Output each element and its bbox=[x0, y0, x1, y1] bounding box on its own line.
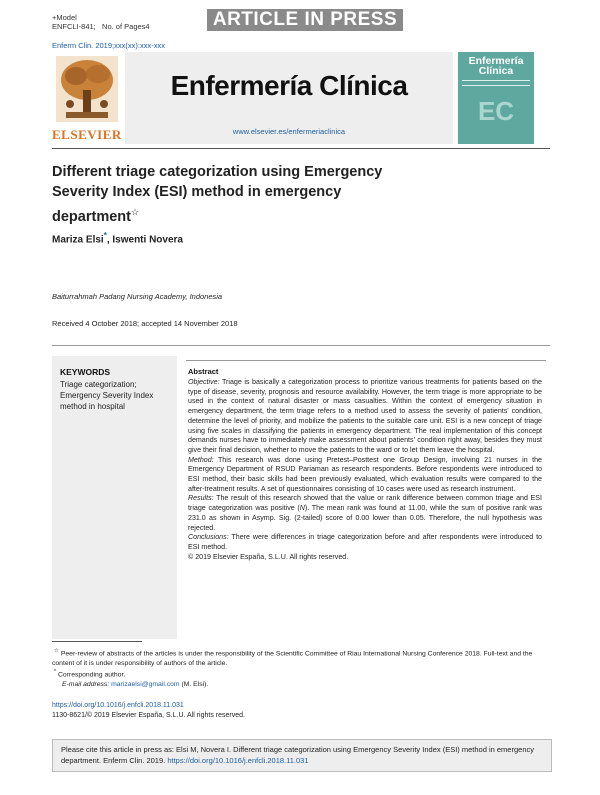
cover-rule bbox=[462, 80, 530, 81]
citation-doi-link[interactable]: https://doi.org/10.1016/j.enfcli.2018.11.031 bbox=[167, 756, 309, 765]
footnotes bbox=[52, 647, 550, 690]
keywords-heading: KEYWORDS bbox=[60, 367, 111, 377]
objective-label: Objective: bbox=[188, 378, 220, 386]
abstract-heading: Abstract bbox=[188, 367, 219, 376]
conclusions-text: There were differences in triage categorization before and after respondents were introduced to ESI method. bbox=[188, 533, 542, 551]
cover-mark: EC bbox=[477, 96, 515, 126]
results-text-1: The result of this research showed that the value or rank difference between common triage and ESI triage categorization was positive ( bbox=[188, 494, 542, 513]
doi-block bbox=[52, 701, 245, 721]
author-2[interactable]: Iswenti Novera bbox=[112, 234, 183, 246]
doi-link[interactable]: https://doi.org/10.1016/j.enfcli.2018.11.031 bbox=[52, 702, 184, 709]
abstract-method bbox=[188, 456, 542, 495]
author-separator: , bbox=[106, 234, 113, 246]
author-1-mark[interactable]: * bbox=[103, 231, 107, 240]
received-dates: Received 4 October 2018; accepted 14 November 2018 bbox=[52, 319, 238, 328]
journal-title: Enfermería Clínica bbox=[170, 70, 408, 101]
corresponding-mark: * bbox=[53, 669, 57, 676]
issn-line: 1130-8621/© 2019 Elsevier España, S.L.U. All rights reserved. bbox=[52, 712, 245, 719]
meta-divider bbox=[52, 345, 550, 346]
footnote-rule bbox=[52, 641, 142, 642]
email-link[interactable]: marizaelsi@gmail.com bbox=[111, 681, 180, 689]
peer-review-note bbox=[52, 647, 550, 668]
journal-cover-thumbnail bbox=[458, 52, 534, 144]
email-note bbox=[52, 680, 550, 690]
journal-url-link[interactable]: www.elsevier.es/enfermeriaclinica bbox=[232, 127, 346, 136]
results-n: N bbox=[299, 504, 305, 513]
article-title bbox=[52, 162, 392, 227]
keyword-item: Emergency Severity Index method in hospital bbox=[60, 391, 154, 411]
title-footnote-mark[interactable]: ☆ bbox=[130, 207, 140, 217]
cover-title-line1: Enfermería bbox=[468, 55, 524, 67]
email-label: E-mail address: bbox=[62, 681, 112, 689]
abstract-objective bbox=[188, 378, 542, 456]
author-1[interactable]: Mariza Elsi bbox=[52, 234, 104, 246]
abstract-results bbox=[188, 494, 542, 533]
keyword-item: Triage categorization; bbox=[60, 380, 137, 389]
ref-code: ENFCLI-841; bbox=[52, 22, 96, 31]
author-list bbox=[52, 231, 183, 245]
abstract-copyright: © 2019 Elsevier España, S.L.U. All rights reserved. bbox=[188, 552, 349, 561]
article-title-text: Different triage categorization using Emergency Severity Index (ESI) method in emergency department bbox=[52, 164, 383, 225]
citation-text bbox=[61, 744, 543, 766]
corresponding-note bbox=[52, 668, 550, 680]
abstract-top-rule bbox=[186, 360, 546, 361]
affiliation: Baiturrahmah Padang Nursing Academy, Indonesia bbox=[52, 292, 223, 301]
running-header-left bbox=[52, 13, 150, 31]
model-tag: +Model bbox=[52, 13, 77, 22]
citation-body: Please cite this article in press as: Elsi M, Novera I. Different triage categorization using Emergency Severity Index (ESI) method in emergency department. Enferm Clin. 2019. bbox=[61, 745, 534, 765]
abstract-body bbox=[188, 378, 542, 562]
peer-review-mark: ☆ bbox=[53, 648, 59, 654]
cover-rule-2 bbox=[462, 85, 530, 86]
method-text: This research was done using Pretest–Posttest one Group Design, involving 21 nurses in the Emergency Department of RSUD Pariaman as research respondents. Before respondents were introduced to ESI method, their basic skills had been previously evaluated, which evaluation results were compared to the after-treatment results. A set of questionnaires consisting of 10 cases were used as research instrument. bbox=[188, 455, 542, 493]
elsevier-wordmark: ELSEVIER bbox=[52, 127, 122, 142]
results-text-2: ). The mean rank was found at 11.00, while the sum of positive rank was 231.0 as shown in Asymp. Sig. (2-tailed) score of 0.00 lower than 0.05. Therefore, the null hypothesis was rejected. bbox=[188, 504, 543, 532]
page-count: No. of Pages4 bbox=[102, 22, 150, 31]
results-label: Results: bbox=[188, 494, 214, 503]
corresponding-text: Corresponding author. bbox=[56, 671, 126, 679]
objective-text: Triage is basically a categorization process to prioritize various treatments for patients based on the type of disease, severity, prognosis and resource availability. However, the term triage is more appropriate to be used in the context of natural disaster or mass casualties. Within the context of emergency situation in emergency department, the term triage refers to a method used to assess the severity of patients' condition, determine the level of priority, and mobilize the patients to the suitable care unit. ESI is a new concept of triage using five scales in classifying the patients in emergency department. The real implementation of this concept demands nurses have to immediately make assessment about patients' condition right away, besides they must give their final decision, whether to move the patients to the ward or to let them leave the hospital. bbox=[188, 378, 542, 454]
journal-reference: Enferm Clin. 2019;xxx(xx):xxx-xxx bbox=[52, 41, 165, 50]
article-in-press-banner: ARTICLE IN PRESS bbox=[207, 9, 403, 31]
header-divider bbox=[52, 148, 550, 149]
cover-title-line2: Clínica bbox=[478, 65, 514, 77]
method-label: Method: bbox=[188, 455, 214, 464]
conclusions-label: Conclusions: bbox=[188, 533, 229, 542]
keywords-list bbox=[60, 379, 170, 412]
abstract-conclusions bbox=[188, 533, 542, 552]
peer-review-text: Peer-review of abstracts of the articles is under the responsibility of the Scientific Committee of Riau International Nursing Conference 2018. Full-text and the content of it is under responsibility of authors of the article. bbox=[52, 650, 533, 667]
email-suffix: (M. Elsi). bbox=[179, 681, 209, 689]
